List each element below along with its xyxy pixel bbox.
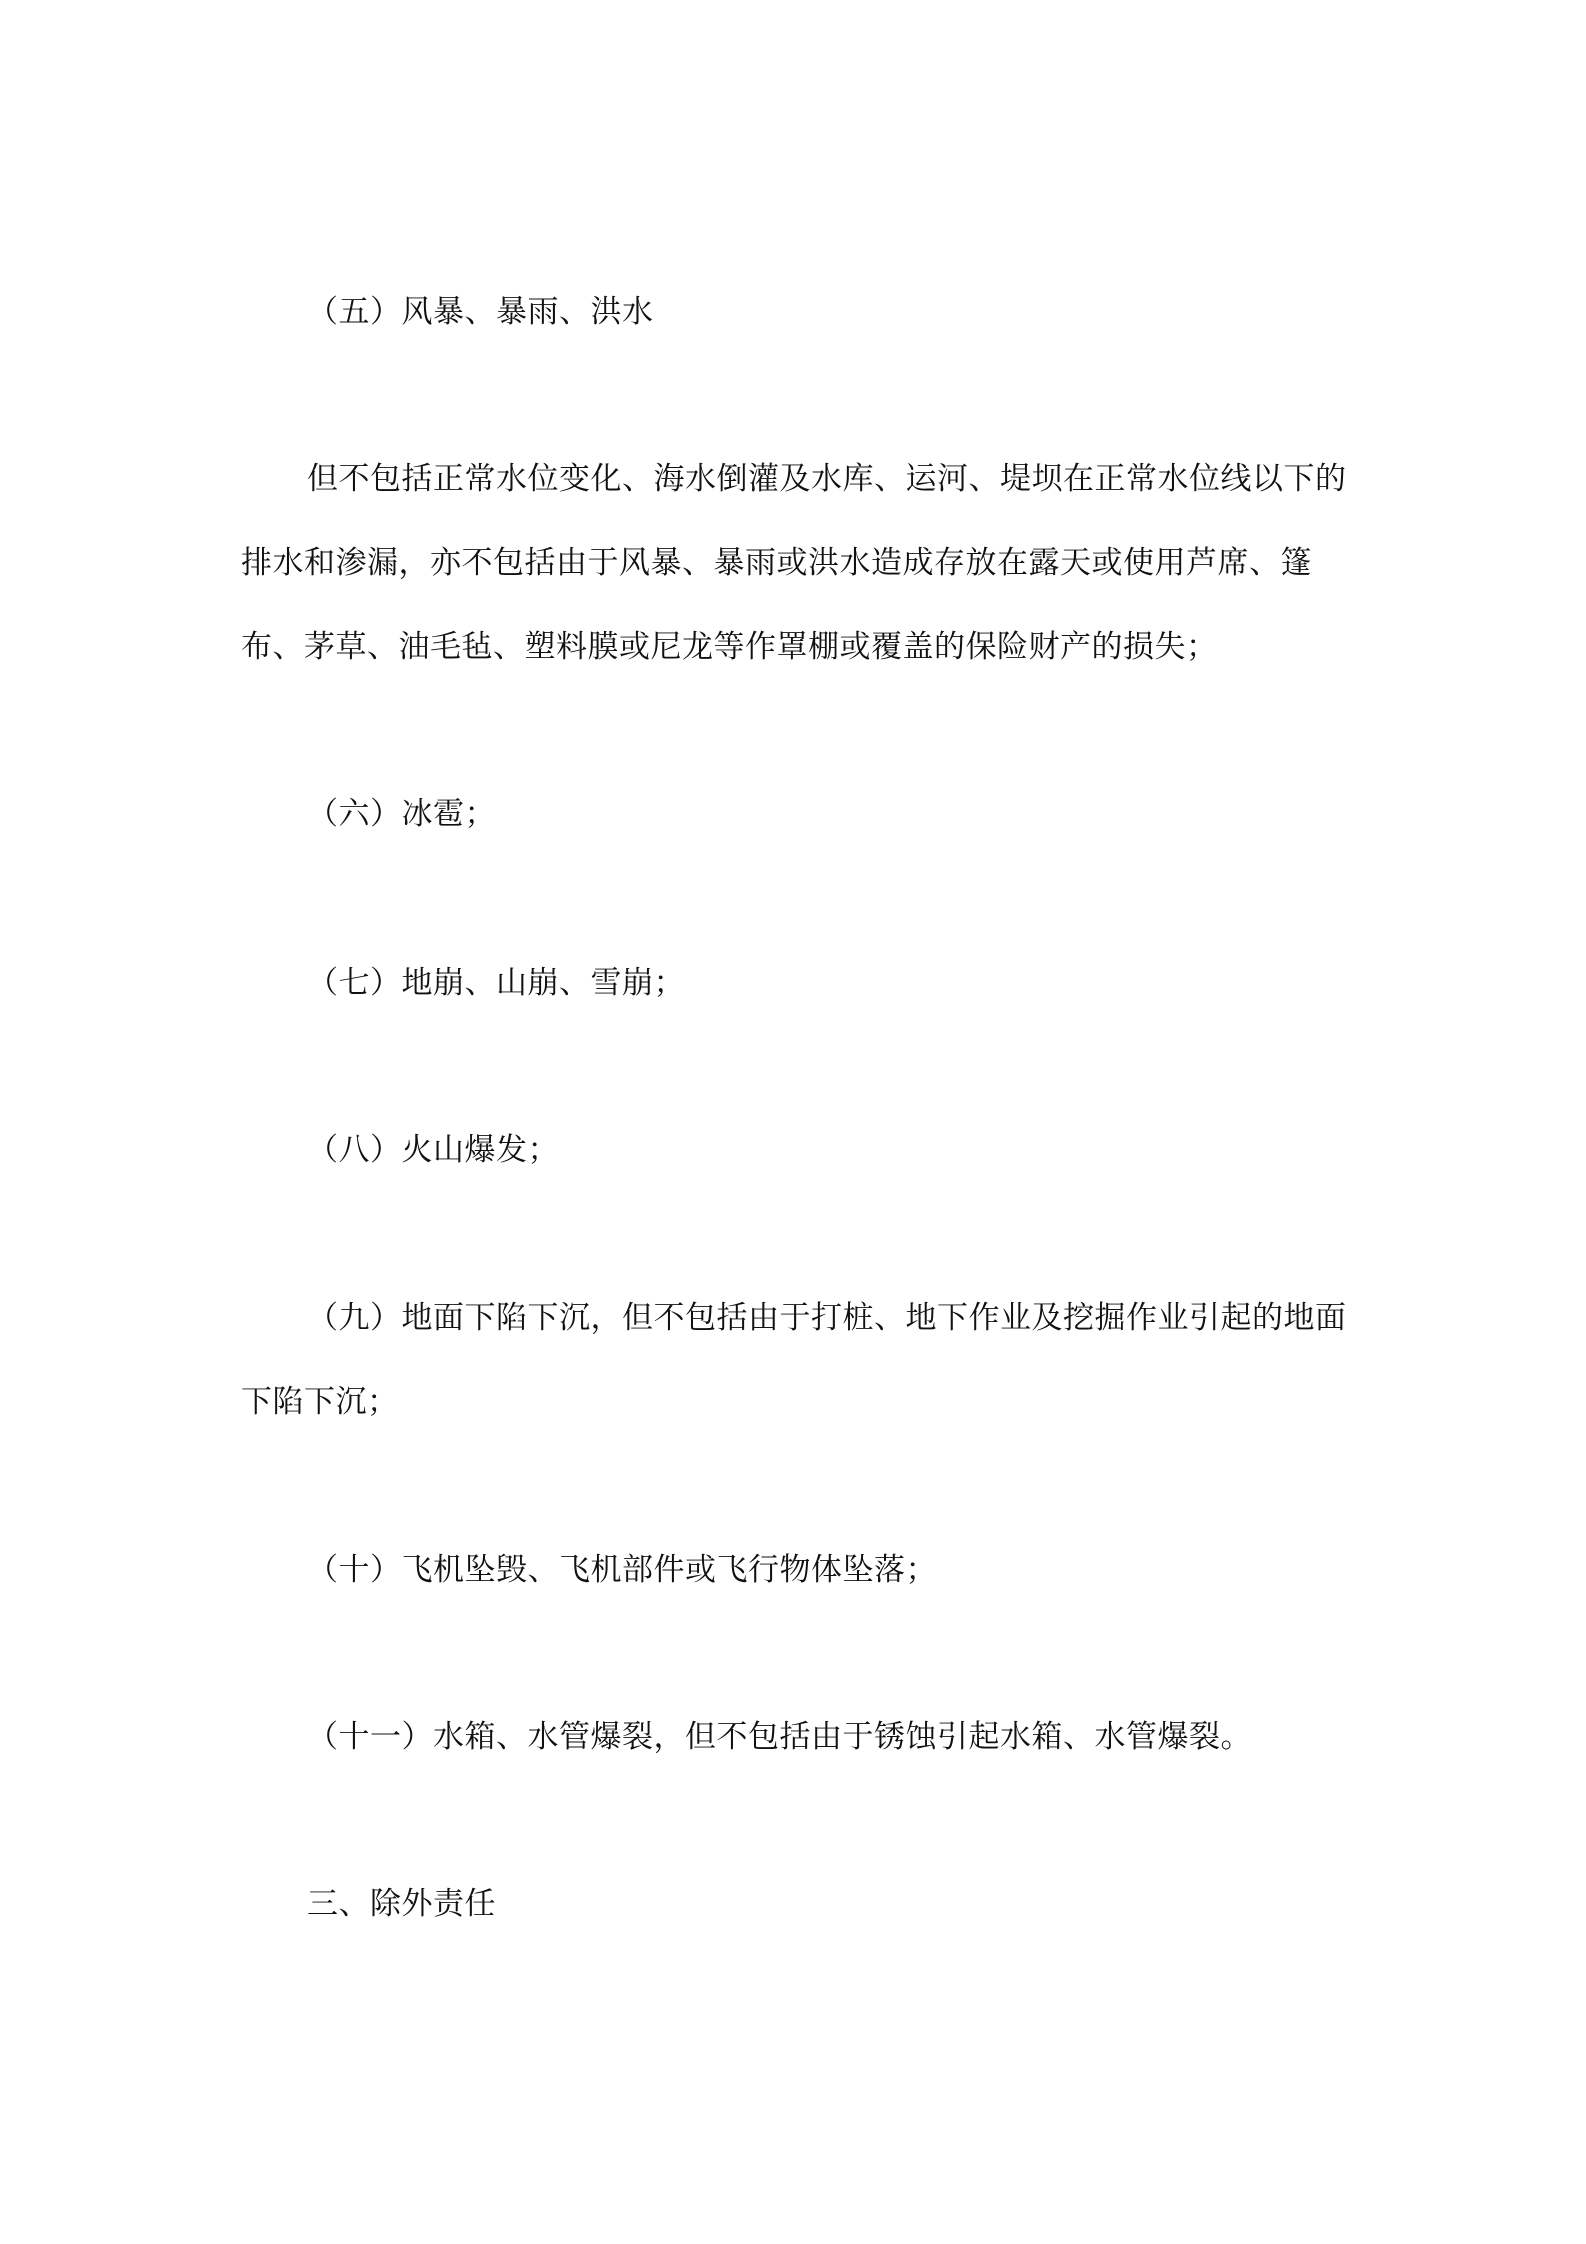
clause-item-10: （十）飞机坠毁、飞机部件或飞行物体坠落；	[307, 1552, 937, 1588]
clause-item-9: （九）地面下陷下沉，但不包括由于打桩、地下作业及挖掘作业引起的地面下陷下沉；	[241, 1300, 1347, 1420]
section-heading-exclusions: 三、除外责任	[307, 1886, 496, 1922]
clause-item-11: （十一）水箱、水管爆裂，但不包括由于锈蚀引起水箱、水管爆裂。	[307, 1719, 1252, 1755]
clause-item-5: （五）风暴、暴雨、洪水	[307, 294, 654, 330]
clause-item-6: （六）冰雹；	[307, 796, 496, 832]
clause-item-7: （七）地崩、山崩、雪崩；	[307, 965, 685, 1001]
clause-item-8: （八）火山爆发；	[307, 1132, 559, 1168]
clause-item-5-exclusion: 但不包括正常水位变化、海水倒灌及水库、运河、堤坝在正常水位线以下的排水和渗漏，亦不包括由于风暴、暴雨或洪水造成存放在露天或使用芦席、篷布、茅草、油毛毡、塑料膜或尼龙等作罩棚或覆盖的保险财产的损失；	[241, 461, 1347, 665]
